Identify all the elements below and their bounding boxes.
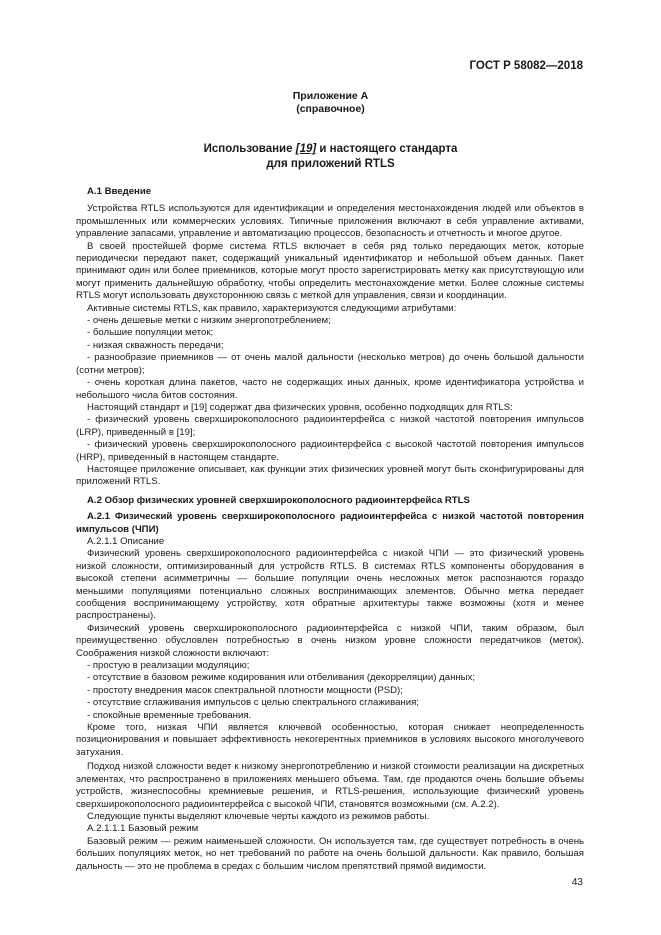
- list-item: - большие популяции меток;: [87, 327, 214, 339]
- annex-subtitle: (справочное): [296, 103, 365, 115]
- list-item: - разнообразие приемников — от очень малой дальности (несколько метров) до очень большой дальности (сотни метров);: [76, 352, 584, 376]
- page-number: 43: [571, 877, 583, 888]
- list-item: - отсутствие сглаживания импульсов с целью спектрального сглаживания;: [87, 697, 419, 709]
- subsection-label: А.2.1.1.1 Базовый режим: [87, 823, 199, 835]
- title-text-part2: и настоящего стандарта: [316, 143, 458, 155]
- paragraph: Кроме того, низкая ЧПИ является ключевой особенностью, которая снижает неопределенность позиционирования и повышает эффективность некогерентных приемников в условиях высокого многолучевого затухания.: [76, 722, 584, 758]
- list-item: - физический уровень сверхширокополосного радиоинтерфейса с низкой частотой повторения импульсов (LRP), приведенный в [19];: [76, 414, 584, 438]
- paragraph: Устройства RTLS используются для идентификации и определения местонахождения людей или объектов в промышленных или коммерческих условиях. Типичные приложения включают в себя управление активами, управление запасами, управление и автоматизацию процессов, безопасность и отчетность и многое другое.: [76, 203, 584, 240]
- paragraph: Базовый режим — режим наименьшей сложности. Он используется там, где существует потребность в очень больших популяциях меток, но нет требований по работе на очень большой дальности. Как правило, большая дальность — это не проблема в средах с большим числом препятствий прямой видимости.: [76, 835, 584, 872]
- section-a21-heading: А.2.1 Физический уровень сверхширокополосного радиоинтерфейса с низкой частотой повторения импульсов (ЧПИ): [76, 511, 584, 535]
- paragraph: Активные системы RTLS, как правило, характеризуются следующими атрибутами:: [87, 302, 457, 314]
- list-item: - низкая скважность передачи;: [87, 339, 224, 351]
- annex-title: Приложение А: [292, 90, 369, 102]
- paragraph: Физический уровень сверхширокополосного радиоинтерфейса с низкой ЧПИ — это физический уровень низкой сложности, оптимизированный для устройств RTLS. В системах RTLS компоненты оборудования в высокой степени асимметричны — большие популяции очень несложных меток распознаются гораздо меньшими популяциями потенциально сложных воспринимающих элементов. Обычно метка передает сообщения воспринимающему устройству, хотя обратные архитектуры также возможны (хотя и менее распространены).: [76, 548, 584, 622]
- title-text-part1: Использование: [203, 143, 296, 155]
- list-item: - физический уровень сверхширокополосного радиоинтерфейса с высокой частотой повторения импульсов (HRP), приведенный в настоящем стандарте.: [76, 439, 584, 463]
- title-reference-link[interactable]: [19]: [295, 143, 317, 155]
- standard-code: ГОСТ Р 58082—2018: [469, 60, 583, 72]
- list-item: - спокойные временные требования.: [87, 709, 252, 721]
- paragraph: В своей простейшей форме система RTLS включает в себя ряд только передающих меток, которые периодически передают пакет, содержащий уникальный идентификатор и небольшой объем данных. Пакет принимают один или более приемников, которые могут просто зарегистрировать метку как присутствующую или могут применить дальнейшую обработку, чтобы определить местонахождение метки. Более сложные системы RTLS могут использовать двухстороннюю связь с меткой для управления, связи и координации.: [76, 240, 584, 302]
- document-title-line1: [0, 142, 661, 157]
- list-item: - отсутствие в базовом режиме кодирования или отбеливания (декорреляции) данных;: [87, 672, 476, 684]
- paragraph: Настоящий стандарт и [19] содержат два физических уровня, особенно подходящих для RTLS:: [87, 401, 513, 413]
- paragraph: Физический уровень сверхширокополосного радиоинтерфейса с низкой ЧПИ, таким образом, был преимущественно обусловлен потребностью в очень низком уровне сложности передатчиков (меток). Соображения низкой сложности включают:: [76, 622, 584, 659]
- paragraph: Настоящее приложение описывает, как функции этих физических уровней могут быть сконфигурированы для приложений RTLS.: [76, 463, 584, 488]
- document-title-line2: для приложений RTLS: [266, 158, 395, 170]
- paragraph: Подход низкой сложности ведет к низкому энергопотреблению и низкой стоимости реализации на дискретных элементах, что распространено в приложениях меньшего объема. Там, где продаются очень большие объемы устройств, жизнеспособны кремниевые решения, и RTLS-решения, использующие физический уровень сверхширокополосного радиоинтерфейса с высокой ЧПИ, становятся возможными (см. А.2.2).: [76, 761, 584, 810]
- document-title: [0, 142, 661, 172]
- subsection-label: А.2.1.1 Описание: [87, 535, 165, 547]
- list-item: - очень короткая длина пакетов, часто не содержащих иных данных, кроме идентификатора устройства и небольшого числа битов состояния.: [76, 377, 584, 401]
- section-a2-heading: А.2 Обзор физических уровней сверхширокополосного радиоинтерфейса RTLS: [87, 494, 470, 506]
- document-body: [76, 186, 584, 873]
- annex-title-block: [0, 90, 661, 116]
- paragraph: Следующие пункты выделяют ключевые черты каждого из режимов работы.: [87, 810, 430, 822]
- section-a1-heading: А.1 Введение: [87, 186, 152, 197]
- list-item: - простую в реализации модуляцию;: [87, 660, 250, 672]
- list-item: - очень дешевые метки с низким энергопотреблением;: [87, 315, 331, 327]
- list-item: - простоту внедрения масок спектральной плотности мощности (PSD);: [87, 684, 403, 696]
